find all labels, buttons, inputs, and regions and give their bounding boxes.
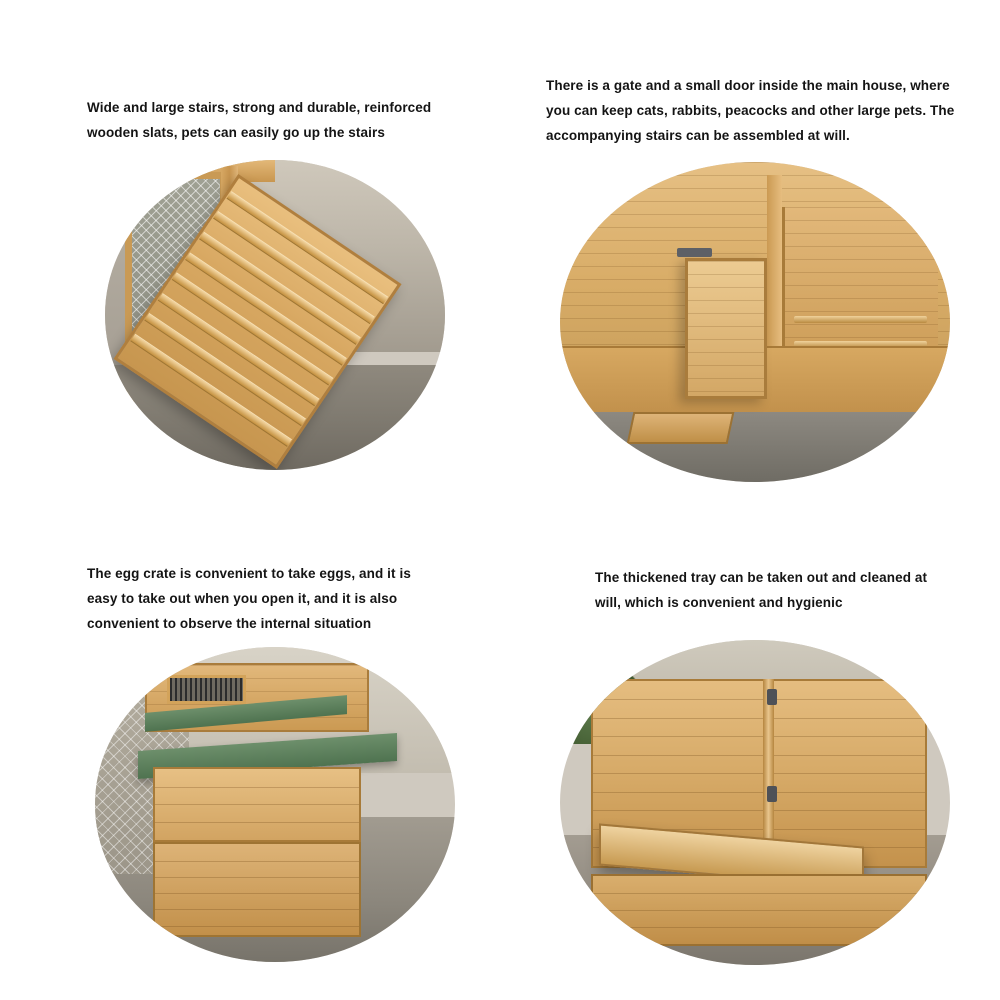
door-latch (677, 248, 712, 257)
panel-gate-door-photo (560, 162, 950, 482)
panel-stairs-photo (105, 160, 445, 470)
lower-panel (591, 874, 926, 946)
panel-gate-door-caption: There is a gate and a small door inside the main house, where you can keep cats, rabbits, peacocks and other large pets. The accompanying stairs can be assembled at will. (546, 78, 955, 143)
roost-bar (794, 316, 927, 323)
tray-scene (560, 640, 950, 965)
plank-texture (688, 261, 764, 396)
panel-stairs-caption: Wide and large stairs, strong and durable, reinforced wooden slats, pets can easily go up the stairs (87, 100, 432, 140)
panel-gate-door (530, 62, 980, 502)
egg-crate-front (153, 767, 362, 843)
lower-cabinet (153, 842, 362, 937)
egg-crate-scene (95, 647, 455, 962)
interior-scene (560, 162, 950, 482)
panel-egg-crate (70, 552, 510, 972)
ventilation-window (167, 675, 246, 703)
panel-egg-crate-photo (95, 647, 455, 962)
panel-stairs (70, 80, 500, 500)
panel-tray-caption: The thickened tray can be taken out and cleaned at will, which is convenient and hygienic (595, 570, 928, 610)
panel-tray-photo (560, 640, 950, 965)
hinge-icon (767, 689, 777, 705)
panel-tray (520, 552, 980, 972)
lower-access-flap (627, 412, 735, 444)
outdoor-ground (560, 412, 950, 482)
small-inner-door (685, 258, 767, 399)
stairs-scene (105, 160, 445, 470)
hinge-icon (767, 786, 777, 802)
panel-egg-crate-caption: The egg crate is convenient to take eggs, and it is easy to take out when you open it, and it is also convenient to observe the internal situation (87, 566, 411, 631)
